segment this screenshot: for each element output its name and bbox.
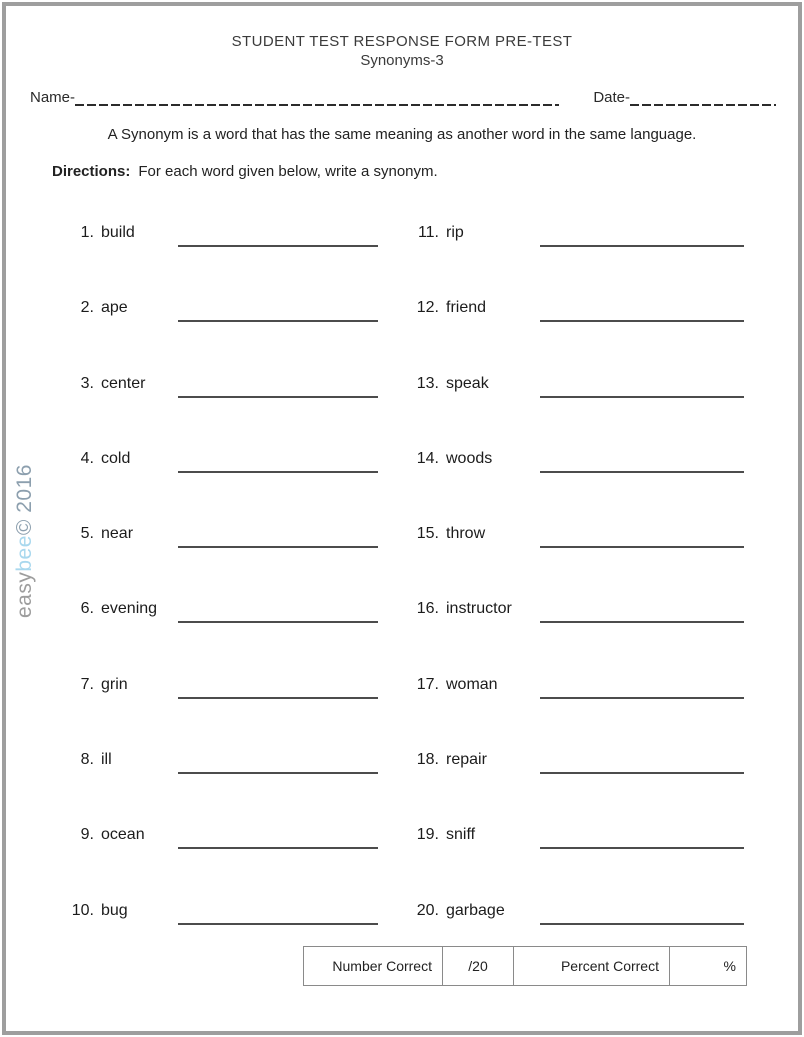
- item-word: throw: [446, 525, 486, 543]
- list-item-19: [408, 826, 744, 849]
- list-item-4: [70, 450, 378, 473]
- answer-blank-12[interactable]: [540, 299, 744, 322]
- list-item-9: [70, 826, 378, 849]
- item-number: 4.: [80, 449, 94, 467]
- answer-blank-7[interactable]: [178, 676, 378, 699]
- list-item-18: [408, 751, 744, 774]
- list-row: [0, 525, 804, 600]
- watermark-year: © 2016: [13, 464, 36, 536]
- item-word: center: [101, 374, 146, 392]
- item-word: ill: [101, 751, 112, 769]
- item-word: sniff: [446, 826, 476, 844]
- name-label: Name-: [30, 89, 76, 106]
- date-field-line[interactable]: [630, 84, 776, 106]
- synonym-definition: A Synonym is a word that has the same meaning as another word in the same language.: [107, 126, 697, 143]
- header: [0, 32, 804, 70]
- item-word: bug: [101, 901, 128, 919]
- answer-blank-18[interactable]: [540, 751, 744, 774]
- item-number: 13.: [416, 374, 439, 392]
- answer-blank-2[interactable]: [178, 299, 378, 322]
- directions-text: For each word given below, write a synonym.: [138, 163, 438, 180]
- list-row: [0, 676, 804, 751]
- date-label: Date-: [593, 89, 630, 106]
- item-number: 5.: [80, 525, 94, 543]
- word-list: [0, 224, 804, 977]
- item-number: 9.: [80, 826, 94, 844]
- list-item-3: [70, 375, 378, 398]
- list-item-7: [70, 676, 378, 699]
- list-item-6: [70, 600, 378, 623]
- item-word: ape: [101, 299, 128, 317]
- item-number: 20.: [416, 901, 439, 919]
- list-row: [0, 600, 804, 675]
- answer-blank-19[interactable]: [540, 826, 744, 849]
- list-item-14: [408, 450, 744, 473]
- item-number: 7.: [80, 675, 94, 693]
- list-row: [0, 751, 804, 826]
- percent-correct-cell[interactable]: %: [669, 947, 746, 985]
- score-table: [303, 946, 747, 986]
- item-word: woman: [446, 675, 498, 693]
- answer-blank-10[interactable]: [178, 902, 378, 925]
- easybee-watermark: [13, 464, 37, 618]
- number-correct-cell[interactable]: /20: [442, 947, 513, 985]
- answer-blank-16[interactable]: [540, 600, 744, 623]
- item-number: 19.: [416, 826, 439, 844]
- item-number: 11.: [417, 224, 439, 241]
- item-number: 14.: [416, 449, 439, 467]
- item-word: grin: [101, 675, 128, 693]
- item-number: 1.: [80, 224, 94, 241]
- answer-blank-13[interactable]: [540, 375, 744, 398]
- list-item-11: [408, 224, 744, 247]
- answer-blank-9[interactable]: [178, 826, 378, 849]
- list-row: [0, 224, 804, 299]
- list-row: [0, 826, 804, 901]
- item-word: rip: [446, 224, 464, 241]
- list-item-8: [70, 751, 378, 774]
- item-word: woods: [446, 449, 493, 467]
- answer-blank-8[interactable]: [178, 751, 378, 774]
- page-subtitle: Synonyms-3: [360, 52, 444, 69]
- list-item-17: [408, 676, 744, 699]
- answer-blank-6[interactable]: [178, 600, 378, 623]
- watermark-bee: bee: [13, 535, 36, 572]
- list-item-20: [408, 902, 744, 925]
- list-item-12: [408, 299, 744, 322]
- item-number: 12.: [416, 299, 439, 317]
- answer-blank-11[interactable]: [540, 224, 744, 247]
- list-item-1: [70, 224, 378, 247]
- number-correct-label: Number Correct: [332, 958, 432, 974]
- item-number: 10.: [71, 901, 94, 919]
- answer-blank-1[interactable]: [178, 224, 378, 247]
- item-number: 16.: [416, 600, 439, 618]
- item-number: 2.: [80, 299, 94, 317]
- percent-correct-label: Percent Correct: [513, 947, 669, 985]
- answer-blank-15[interactable]: [540, 525, 744, 548]
- item-word: cold: [101, 449, 131, 467]
- name-date-row: [30, 84, 776, 106]
- name-field-line[interactable]: [75, 84, 559, 106]
- page-title: STUDENT TEST RESPONSE FORM PRE-TEST: [231, 33, 573, 50]
- item-word: friend: [446, 299, 487, 317]
- item-number: 18.: [416, 751, 439, 769]
- list-item-2: [70, 299, 378, 322]
- answer-blank-3[interactable]: [178, 375, 378, 398]
- item-word: build: [101, 224, 135, 241]
- item-number: 8.: [80, 751, 94, 769]
- answer-blank-14[interactable]: [540, 450, 744, 473]
- list-item-10: [70, 902, 378, 925]
- directions: [52, 163, 438, 180]
- list-item-5: [70, 525, 378, 548]
- answer-blank-20[interactable]: [540, 902, 744, 925]
- list-row: [0, 299, 804, 374]
- item-number: 17.: [416, 675, 439, 693]
- item-number: 15.: [416, 525, 439, 543]
- answer-blank-5[interactable]: [178, 525, 378, 548]
- answer-blank-17[interactable]: [540, 676, 744, 699]
- item-word: near: [101, 525, 134, 543]
- item-word: evening: [101, 600, 158, 618]
- list-item-15: [408, 525, 744, 548]
- item-word: speak: [446, 374, 489, 392]
- directions-label: Directions:: [52, 163, 131, 180]
- item-number: 6.: [80, 600, 94, 618]
- item-word: ocean: [101, 826, 145, 844]
- item-word: instructor: [446, 600, 512, 618]
- item-word: repair: [446, 751, 487, 769]
- list-item-13: [408, 375, 744, 398]
- item-word: garbage: [446, 901, 505, 919]
- item-number: 3.: [80, 374, 94, 392]
- list-row: [0, 450, 804, 525]
- answer-blank-4[interactable]: [178, 450, 378, 473]
- list-row: [0, 375, 804, 450]
- watermark-easy: easy: [13, 571, 36, 618]
- list-item-16: [408, 600, 744, 623]
